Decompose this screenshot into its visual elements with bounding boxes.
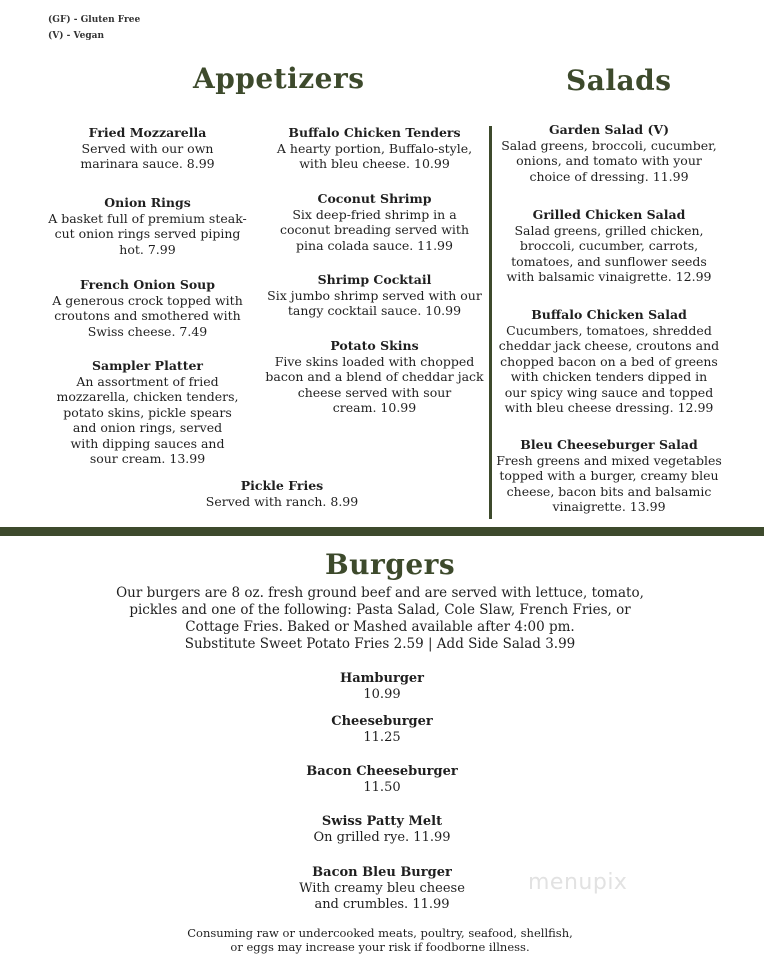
item-name: Hamburger bbox=[339, 671, 425, 686]
item-desc: 11.25 bbox=[363, 730, 401, 745]
item-name: Bacon Bleu Burger bbox=[312, 865, 452, 880]
item-name: Pickle Fries bbox=[240, 478, 324, 493]
item-name: Sampler Platter bbox=[91, 358, 204, 373]
menu-item-french-onion-soup bbox=[40, 277, 255, 339]
menu-item-potato-skins bbox=[262, 338, 487, 416]
menu-item-onion-rings bbox=[40, 195, 255, 257]
item-desc: Swiss cheese. 7.49 bbox=[87, 323, 208, 339]
menu-item-hamburger bbox=[232, 671, 532, 703]
item-desc: bacon and a blend of cheddar jack bbox=[265, 369, 484, 384]
item-name: Grilled Chicken Salad bbox=[532, 207, 686, 222]
item-desc: Cucumbers, tomatoes, shredded bbox=[506, 322, 712, 338]
item-desc: our spicy wing sauce and topped bbox=[504, 384, 714, 400]
column-divider bbox=[489, 126, 492, 519]
item-desc: Served with our own bbox=[81, 140, 214, 156]
menu-item-bacon-cheeseburger bbox=[232, 764, 532, 796]
legend-gluten-free: (GF) - Gluten Free bbox=[48, 15, 141, 25]
item-desc: onions, and tomato with your bbox=[516, 153, 702, 168]
item-name: Swiss Patty Melt bbox=[321, 814, 443, 829]
item-desc: Salad greens, grilled chicken, bbox=[514, 222, 704, 238]
item-desc: croutons and smothered with bbox=[54, 308, 241, 323]
section-divider bbox=[0, 527, 764, 536]
item-desc: broccoli, cucumber, carrots, bbox=[519, 238, 699, 253]
item-desc: cheese, bacon bits and balsamic bbox=[506, 483, 712, 499]
item-desc: with bleu cheese dressing. 12.99 bbox=[504, 400, 714, 415]
item-desc: sour cream. 13.99 bbox=[89, 451, 206, 466]
item-name: Cheeseburger bbox=[331, 714, 433, 729]
item-desc: vinaigrette. 13.99 bbox=[552, 499, 666, 514]
item-desc: Fresh greens and mixed vegetables bbox=[496, 452, 722, 468]
item-name: Fried Mozzarella bbox=[88, 125, 207, 140]
menu-item-cheeseburger bbox=[232, 714, 532, 746]
menu-item-bacon-bleu-burger bbox=[232, 865, 532, 913]
item-desc: Served with ranch. 8.99 bbox=[205, 493, 359, 509]
item-desc: cheddar jack cheese, croutons and bbox=[498, 338, 720, 353]
item-desc: and crumbles. 11.99 bbox=[314, 897, 450, 912]
item-desc: Salad greens, broccoli, cucumber, bbox=[501, 137, 717, 153]
item-desc: cream. 10.99 bbox=[332, 400, 417, 415]
menu-item-fried-mozzarella bbox=[40, 125, 255, 172]
item-desc: tangy cocktail sauce. 10.99 bbox=[287, 303, 462, 318]
item-name: Buffalo Chicken Salad bbox=[531, 307, 687, 322]
item-desc: with balsamic vinaigrette. 12.99 bbox=[506, 269, 712, 284]
item-desc: potato skins, pickle spears bbox=[63, 404, 232, 420]
item-name: Coconut Shrimp bbox=[317, 191, 432, 206]
burgers-heading: Burgers bbox=[325, 548, 456, 581]
item-desc: choice of dressing. 11.99 bbox=[529, 168, 689, 184]
item-name: Potato Skins bbox=[330, 338, 419, 353]
item-desc: and onion rings, served bbox=[72, 420, 223, 435]
item-desc: Six jumbo shrimp served with our bbox=[267, 287, 482, 303]
item-desc: pina colada sauce. 11.99 bbox=[296, 237, 453, 253]
item-desc: with dipping sauces and bbox=[70, 435, 225, 451]
item-name: French Onion Soup bbox=[79, 277, 216, 292]
item-name: Garden Salad (V) bbox=[548, 122, 670, 137]
item-desc: tomatoes, and sunflower seeds bbox=[511, 253, 707, 269]
disclaimer-line: or eggs may increase your risk if foodborne illness. bbox=[230, 940, 530, 954]
menu-item-pickle-fries bbox=[182, 478, 382, 509]
menupix-watermark: menupix bbox=[528, 870, 628, 895]
menu-item-swiss-patty-melt bbox=[232, 814, 532, 846]
item-name: Buffalo Chicken Tenders bbox=[288, 125, 461, 140]
menu-item-bleu-cheeseburger-salad bbox=[496, 437, 722, 515]
item-desc: coconut breading served with bbox=[280, 222, 469, 237]
item-desc: 11.50 bbox=[363, 780, 401, 795]
menu-item-buffalo-chicken-tenders bbox=[262, 125, 487, 172]
item-desc: hot. 7.99 bbox=[119, 241, 176, 257]
intro-line: Our burgers are 8 oz. fresh ground beef and are served with lettuce, tomato, bbox=[116, 585, 644, 601]
item-desc: cheese served with sour bbox=[297, 384, 452, 400]
item-desc: An assortment of fried bbox=[76, 373, 219, 389]
item-desc: topped with a burger, creamy bleu bbox=[499, 468, 719, 483]
legend bbox=[48, 12, 140, 44]
item-desc: 10.99 bbox=[363, 687, 401, 702]
intro-line: Substitute Sweet Potato Fries 2.59 | Add Side Salad 3.99 bbox=[184, 636, 576, 652]
menu-item-shrimp-cocktail bbox=[262, 272, 487, 319]
item-name: Shrimp Cocktail bbox=[317, 272, 432, 287]
disclaimer-line: Consuming raw or undercooked meats, poultry, seafood, shellfish, bbox=[187, 926, 573, 940]
item-desc: Six deep-fried shrimp in a bbox=[292, 206, 457, 222]
item-name: Bleu Cheeseburger Salad bbox=[520, 437, 698, 452]
item-desc: cut onion rings served piping bbox=[54, 226, 241, 241]
menu-item-garden-salad bbox=[496, 122, 722, 184]
menu-item-coconut-shrimp bbox=[262, 191, 487, 253]
health-disclaimer bbox=[150, 926, 610, 954]
item-desc: A basket full of premium steak- bbox=[48, 210, 247, 226]
item-name: Bacon Cheeseburger bbox=[306, 764, 458, 779]
intro-line: Cottage Fries. Baked or Mashed available after 4:00 pm. bbox=[185, 619, 575, 635]
salads-heading: Salads bbox=[566, 64, 672, 97]
item-desc: With creamy bleu cheese bbox=[299, 881, 465, 896]
item-desc: marinara sauce. 8.99 bbox=[80, 156, 215, 171]
menu-item-sampler-platter bbox=[40, 358, 255, 467]
item-desc: mozzarella, chicken tenders, bbox=[56, 389, 239, 404]
item-desc: On grilled rye. 11.99 bbox=[313, 830, 451, 845]
legend-vegan: (V) - Vegan bbox=[48, 31, 105, 41]
item-desc: chopped bacon on a bed of greens bbox=[500, 353, 718, 369]
item-desc: Five skins loaded with chopped bbox=[274, 353, 475, 369]
intro-line: pickles and one of the following: Pasta Salad, Cole Slaw, French Fries, or bbox=[129, 602, 631, 618]
menu-item-buffalo-chicken-salad bbox=[496, 307, 722, 416]
appetizers-heading: Appetizers bbox=[193, 62, 365, 95]
item-name: Onion Rings bbox=[104, 195, 191, 210]
item-desc: A generous crock topped with bbox=[52, 292, 243, 308]
menu-item-grilled-chicken-salad bbox=[496, 207, 722, 285]
item-desc: with chicken tenders dipped in bbox=[510, 369, 708, 384]
burgers-intro bbox=[90, 585, 670, 653]
item-desc: A hearty portion, Buffalo-style, bbox=[276, 140, 473, 156]
item-desc: with bleu cheese. 10.99 bbox=[299, 156, 450, 171]
